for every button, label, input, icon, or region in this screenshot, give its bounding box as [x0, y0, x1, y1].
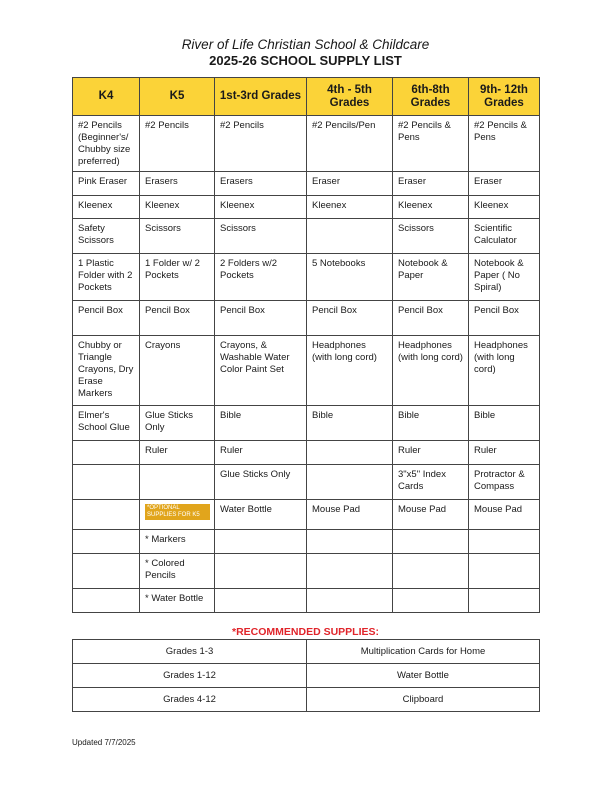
col-header-4th-5th: 4th - 5th Grades — [307, 78, 393, 116]
table-cell: #2 Pencils & Pens — [393, 116, 469, 172]
table-cell: Pencil Box — [73, 301, 140, 336]
table-cell: Kleenex — [469, 196, 540, 219]
table-cell: Eraser — [307, 172, 393, 196]
table-cell: Mouse Pad — [307, 500, 393, 530]
table-cell: Mouse Pad — [393, 500, 469, 530]
table-cell: Ruler — [469, 441, 540, 465]
table-cell — [73, 441, 140, 465]
supply-table — [72, 77, 540, 613]
col-header-1st-3rd: 1st-3rd Grades — [215, 78, 307, 116]
table-cell — [215, 530, 307, 554]
recommended-row — [73, 688, 540, 712]
table-cell: Pencil Box — [393, 301, 469, 336]
table-cell: Scissors — [140, 219, 215, 254]
table-cell: Pencil Box — [215, 301, 307, 336]
table-row — [73, 336, 540, 406]
table-cell: Kleenex — [393, 196, 469, 219]
col-header-6th-8th: 6th-8th Grades — [393, 78, 469, 116]
col-header-k4: K4 — [73, 78, 140, 116]
table-cell — [73, 589, 140, 613]
table-cell: Headphones (with long cord) — [393, 336, 469, 406]
table-cell: Pencil Box — [469, 301, 540, 336]
table-cell: #2 Pencils — [215, 116, 307, 172]
table-cell: Protractor & Compass — [469, 465, 540, 500]
table-cell — [393, 530, 469, 554]
table-cell: Notebook & Paper ( No Spiral) — [469, 254, 540, 301]
table-cell: Kleenex — [73, 196, 140, 219]
updated-date: Updated 7/7/2025 — [72, 738, 136, 747]
table-cell: Bible — [469, 406, 540, 441]
table-row — [73, 254, 540, 301]
recommended-row — [73, 640, 540, 664]
recommended-grades: Grades 1-12 — [73, 664, 307, 688]
table-row — [73, 441, 540, 465]
table-cell — [140, 465, 215, 500]
table-cell: Mouse Pad — [469, 500, 540, 530]
table-cell: #2 Pencils/Pen — [307, 116, 393, 172]
table-row — [73, 465, 540, 500]
table-cell: 5 Notebooks — [307, 254, 393, 301]
table-cell: Erasers — [215, 172, 307, 196]
table-row — [73, 172, 540, 196]
table-cell: 1 Folder w/ 2 Pockets — [140, 254, 215, 301]
table-cell — [469, 589, 540, 613]
table-row — [73, 589, 540, 613]
recommended-row — [73, 664, 540, 688]
table-cell: Safety Scissors — [73, 219, 140, 254]
table-row — [73, 500, 540, 530]
table-cell: Bible — [215, 406, 307, 441]
table-cell — [469, 554, 540, 589]
table-cell — [307, 441, 393, 465]
table-cell: Scissors — [215, 219, 307, 254]
table-row — [73, 530, 540, 554]
recommended-table — [72, 639, 540, 712]
table-cell: Ruler — [215, 441, 307, 465]
table-cell — [307, 465, 393, 500]
table-cell: Headphones (with long cord) — [307, 336, 393, 406]
table-cell: * Markers — [140, 530, 215, 554]
table-cell: * Colored Pencils — [140, 554, 215, 589]
table-cell: Eraser — [469, 172, 540, 196]
table-cell — [73, 530, 140, 554]
table-cell: Kleenex — [215, 196, 307, 219]
recommended-item: Water Bottle — [307, 664, 540, 688]
table-row — [73, 406, 540, 441]
table-cell: Pink Eraser — [73, 172, 140, 196]
table-cell — [215, 554, 307, 589]
table-row — [73, 301, 540, 336]
table-cell: Notebook & Paper — [393, 254, 469, 301]
table-cell — [307, 530, 393, 554]
table-cell: Pencil Box — [140, 301, 215, 336]
table-cell: Crayons, & Washable Water Color Paint Set — [215, 336, 307, 406]
table-cell — [73, 554, 140, 589]
table-cell: 3"x5" Index Cards — [393, 465, 469, 500]
recommended-item: Multiplication Cards for Home — [307, 640, 540, 664]
table-cell — [73, 500, 140, 530]
optional-supplies-badge: *OPTIONAL SUPPLIES FOR K5 — [145, 504, 210, 520]
table-row — [73, 196, 540, 219]
table-cell — [307, 554, 393, 589]
table-cell — [307, 219, 393, 254]
table-cell: #2 Pencils — [140, 116, 215, 172]
table-cell: Chubby or Triangle Crayons, Dry Erase Markers — [73, 336, 140, 406]
table-cell: Kleenex — [140, 196, 215, 219]
table-cell: Crayons — [140, 336, 215, 406]
table-cell: 1 Plastic Folder with 2 Pockets — [73, 254, 140, 301]
table-row — [73, 219, 540, 254]
table-cell: Ruler — [393, 441, 469, 465]
recommended-title: *RECOMMENDED SUPPLIES: — [231, 626, 379, 638]
table-cell: Scientific Calculator — [469, 219, 540, 254]
recommended-grades: Grades 1-3 — [73, 640, 307, 664]
recommended-item: Clipboard — [307, 688, 540, 712]
table-cell: Ruler — [140, 441, 215, 465]
header-row — [73, 78, 540, 116]
table-cell: Water Bottle — [215, 500, 307, 530]
col-header-9th-12th: 9th- 12th Grades — [469, 78, 540, 116]
page-title: 2025-26 SCHOOL SUPPLY LIST — [209, 53, 402, 68]
table-row — [73, 116, 540, 172]
col-header-k5: K5 — [140, 78, 215, 116]
table-cell: 2 Folders w/2 Pockets — [215, 254, 307, 301]
table-cell: Pencil Box — [307, 301, 393, 336]
table-cell — [307, 589, 393, 613]
table-cell — [469, 530, 540, 554]
table-cell: Glue Sticks Only — [215, 465, 307, 500]
table-cell: #2 Pencils (Beginner's/ Chubby size preferred) — [73, 116, 140, 172]
table-cell: Bible — [307, 406, 393, 441]
table-cell: * Water Bottle — [140, 589, 215, 613]
table-cell: Scissors — [393, 219, 469, 254]
table-cell: Erasers — [140, 172, 215, 196]
table-cell: Kleenex — [307, 196, 393, 219]
table-cell — [73, 465, 140, 500]
table-row — [73, 554, 540, 589]
table-cell — [215, 589, 307, 613]
table-cell: #2 Pencils & Pens — [469, 116, 540, 172]
table-cell — [393, 554, 469, 589]
table-cell: Glue Sticks Only — [140, 406, 215, 441]
table-cell: Eraser — [393, 172, 469, 196]
table-cell: Headphones (with long cord) — [469, 336, 540, 406]
school-name: River of Life Christian School & Childcare — [181, 37, 430, 52]
table-cell: Elmer's School Glue — [73, 406, 140, 441]
table-cell — [140, 500, 215, 530]
table-cell: Bible — [393, 406, 469, 441]
table-cell — [393, 589, 469, 613]
recommended-grades: Grades 4-12 — [73, 688, 307, 712]
